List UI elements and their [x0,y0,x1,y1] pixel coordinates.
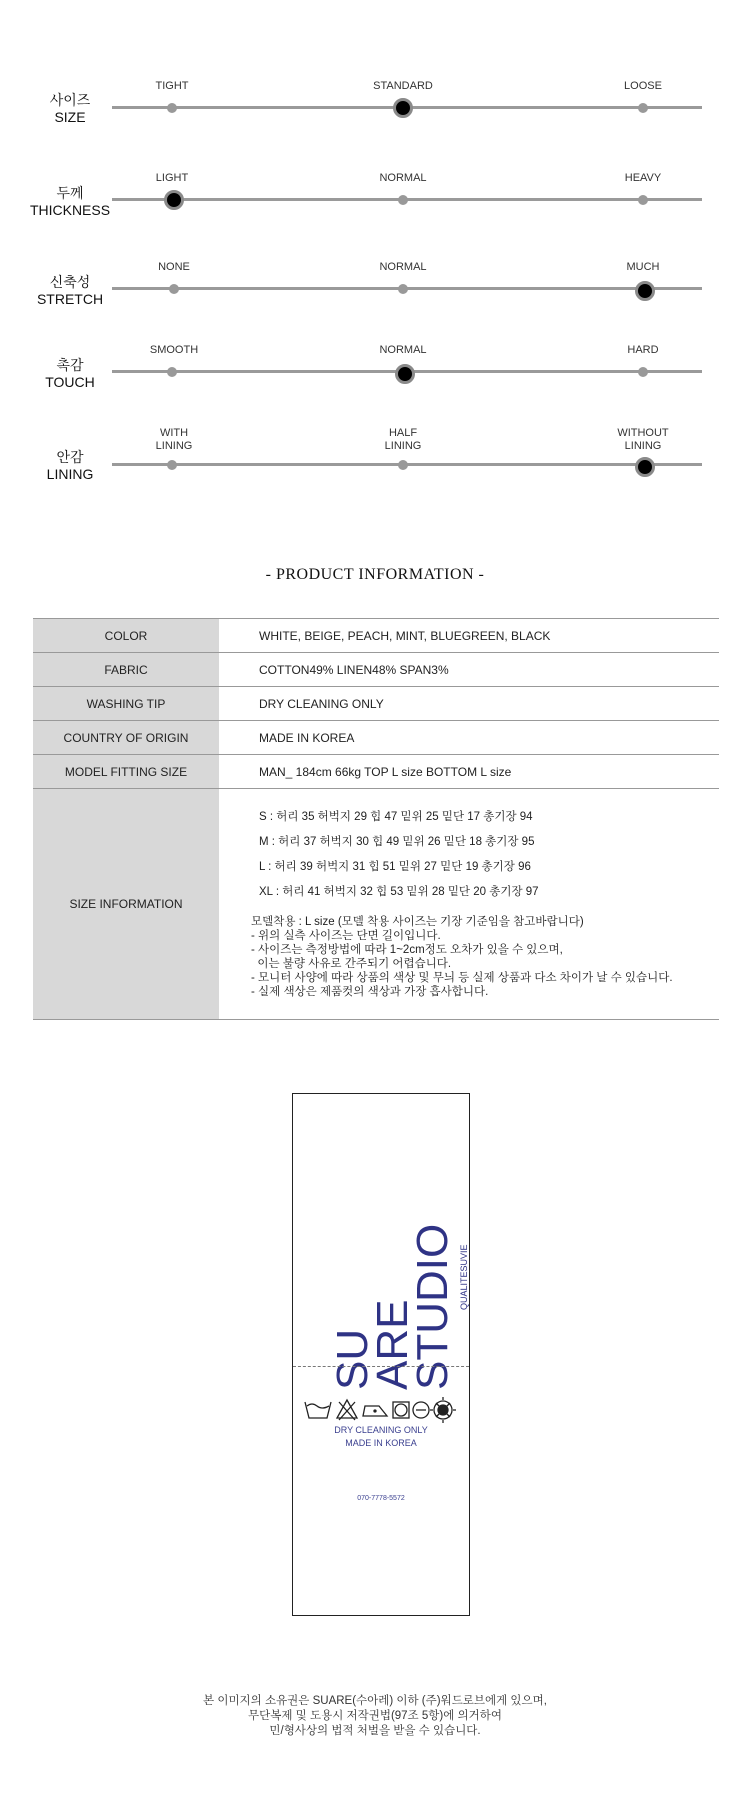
scale-lining [0,427,750,497]
scale-dot [169,284,179,294]
scale-option: WITHOUT LINING [617,427,669,452]
clothing-label-tag [292,1093,470,1616]
scale-option: NONE [158,261,190,273]
product-info-title: - PRODUCT INFORMATION - [265,566,485,583]
scale-label-en: STRETCH [36,291,104,307]
scale-dot-selected [635,457,655,477]
row-value: MAN_ 184cm 66kg TOP L size BOTTOM L size [259,764,512,779]
scale-option: SMOOTH [149,344,199,356]
care-line: DRY CLEANING ONLY [334,1425,428,1435]
size-notes [251,915,719,999]
scale-option: TIGHT [155,80,189,92]
scale-dot-selected [635,281,655,301]
scale-dot [638,195,648,205]
note-line: 이는 불량 사유로 간주되기 어렵습니다. [251,958,452,970]
scale-dot-selected [393,98,413,118]
no-tumble-dry-icon [430,1397,456,1423]
scale-option: NORMAL [379,344,427,356]
care-line: MADE IN KOREA [345,1438,417,1448]
scale-dot-selected [395,364,415,384]
scale-option: LIGHT [155,172,189,184]
wash-tub-icon [305,1402,331,1418]
scale-dot [167,103,177,113]
brand-line-studio: STUDIO [408,1223,457,1390]
copyright-notice [0,1694,750,1739]
table-row [33,721,719,755]
scale-option: NORMAL [379,172,427,184]
scale-option: WITH LINING [155,427,193,452]
scale-option: HARD [627,344,659,356]
dry-clean-icon [413,1402,429,1418]
row-value: DRY CLEANING ONLY [259,696,384,711]
row-key: WASHING TIP [33,687,219,721]
scale-label [22,357,118,391]
no-bleach-icon [337,1400,357,1420]
scale-label-en: THICKNESS [29,202,111,218]
scale-label-en: TOUCH [45,374,95,390]
scale-option: LOOSE [624,80,662,92]
scale-thickness [0,172,750,232]
note-line: - 모니터 사양에 따라 상품의 색상 및 무늬 등 실제 상품과 다소 차이가 날 수 있습니다. [251,972,673,984]
row-key: COUNTRY OF ORIGIN [33,721,219,755]
note-line: - 사이즈는 측정방법에 따라 1~2cm정도 오차가 있을 수 있으며, [251,944,563,956]
scale-label-ko: 안감 [56,449,84,465]
scale-label-ko: 두께 [56,185,84,201]
scale-dot [167,367,177,377]
scale-touch [0,344,750,404]
note-line: - 위의 실측 사이즈는 단면 길이입니다. [251,930,441,942]
table-row-size-info [33,789,719,1020]
copyright-line: 무단복제 및 도용시 저작권법(97조 5항)에 의거하여 [248,1710,502,1722]
scale-label-ko: 사이즈 [49,92,91,108]
scale-option: NORMAL [379,261,427,273]
table-row [33,619,719,653]
size-line-s: S : 허리 35 허벅지 29 힙 47 밑위 25 밑단 17 총기장 94 [259,811,533,823]
scale-label-en: LINING [46,466,94,482]
size-info-cell [219,789,719,1020]
scale-option: HALF LINING [384,427,422,452]
scale-label-ko: 촉감 [56,357,84,373]
care-icons [303,1394,461,1424]
scale-label [22,274,118,308]
row-value: COTTON49% LINEN48% SPAN3% [259,662,449,677]
copyright-line: 본 이미지의 소유권은 SUARE(수아레) 이하 (주)워드로브에게 있으며, [203,1695,547,1707]
note-line: - 실제 색상은 제품컷의 색상과 가장 흡사합니다. [251,986,489,998]
scale-dot-selected [164,190,184,210]
row-key: FABRIC [33,653,219,687]
tag-phone: 070-7778-5572 [357,1495,405,1502]
scale-dot [398,284,408,294]
scale-dot [167,460,177,470]
row-key: SIZE INFORMATION [33,789,219,1020]
scale-option: MUCH [626,261,660,273]
care-text [293,1424,469,1450]
size-line-m: M : 허리 37 허벅지 30 힙 49 밑위 26 밑단 18 총기장 95 [259,836,535,848]
scale-dot [638,103,648,113]
table-row [33,687,719,721]
row-key: COLOR [33,619,219,653]
brand-line-are: ARE [368,1299,417,1390]
scale-dot [398,460,408,470]
size-line-l: L : 허리 39 허벅지 31 힙 51 밑위 27 밑단 19 총기장 96 [259,861,531,873]
scale-label [22,449,118,483]
row-value: WHITE, BEIGE, PEACH, MINT, BLUEGREEN, BLACK [259,628,551,643]
scale-size [0,80,750,140]
table-row [33,653,719,687]
scale-label-ko: 신축성 [49,274,91,290]
scale-option: HEAVY [624,172,662,184]
size-line-xl: XL : 허리 41 허벅지 32 힙 53 밑위 28 밑단 20 총기장 97 [259,886,539,898]
scale-label [22,185,118,219]
product-info-table [33,618,719,1020]
scale-label [22,92,118,126]
scale-dot [398,195,408,205]
tag-divider [293,1366,469,1367]
iron-icon [363,1406,387,1416]
dry-flat-icon [393,1402,409,1418]
scale-option: STANDARD [373,80,433,92]
table-row [33,755,719,789]
row-key: MODEL FITTING SIZE [33,755,219,789]
copyright-line: 민/형사상의 법적 처벌을 받을 수 있습니다. [269,1725,481,1737]
row-value: MADE IN KOREA [259,730,355,745]
brand-line-su: SU [328,1328,377,1390]
scale-dot [638,367,648,377]
scale-stretch [0,261,750,321]
sub-brand: QUALITESUVIE [459,1244,469,1310]
note-line: 모델착용 : L size (모델 착용 사이즈는 기장 기준임을 참고바랍니다) [251,916,584,928]
scale-label-en: SIZE [54,109,86,125]
